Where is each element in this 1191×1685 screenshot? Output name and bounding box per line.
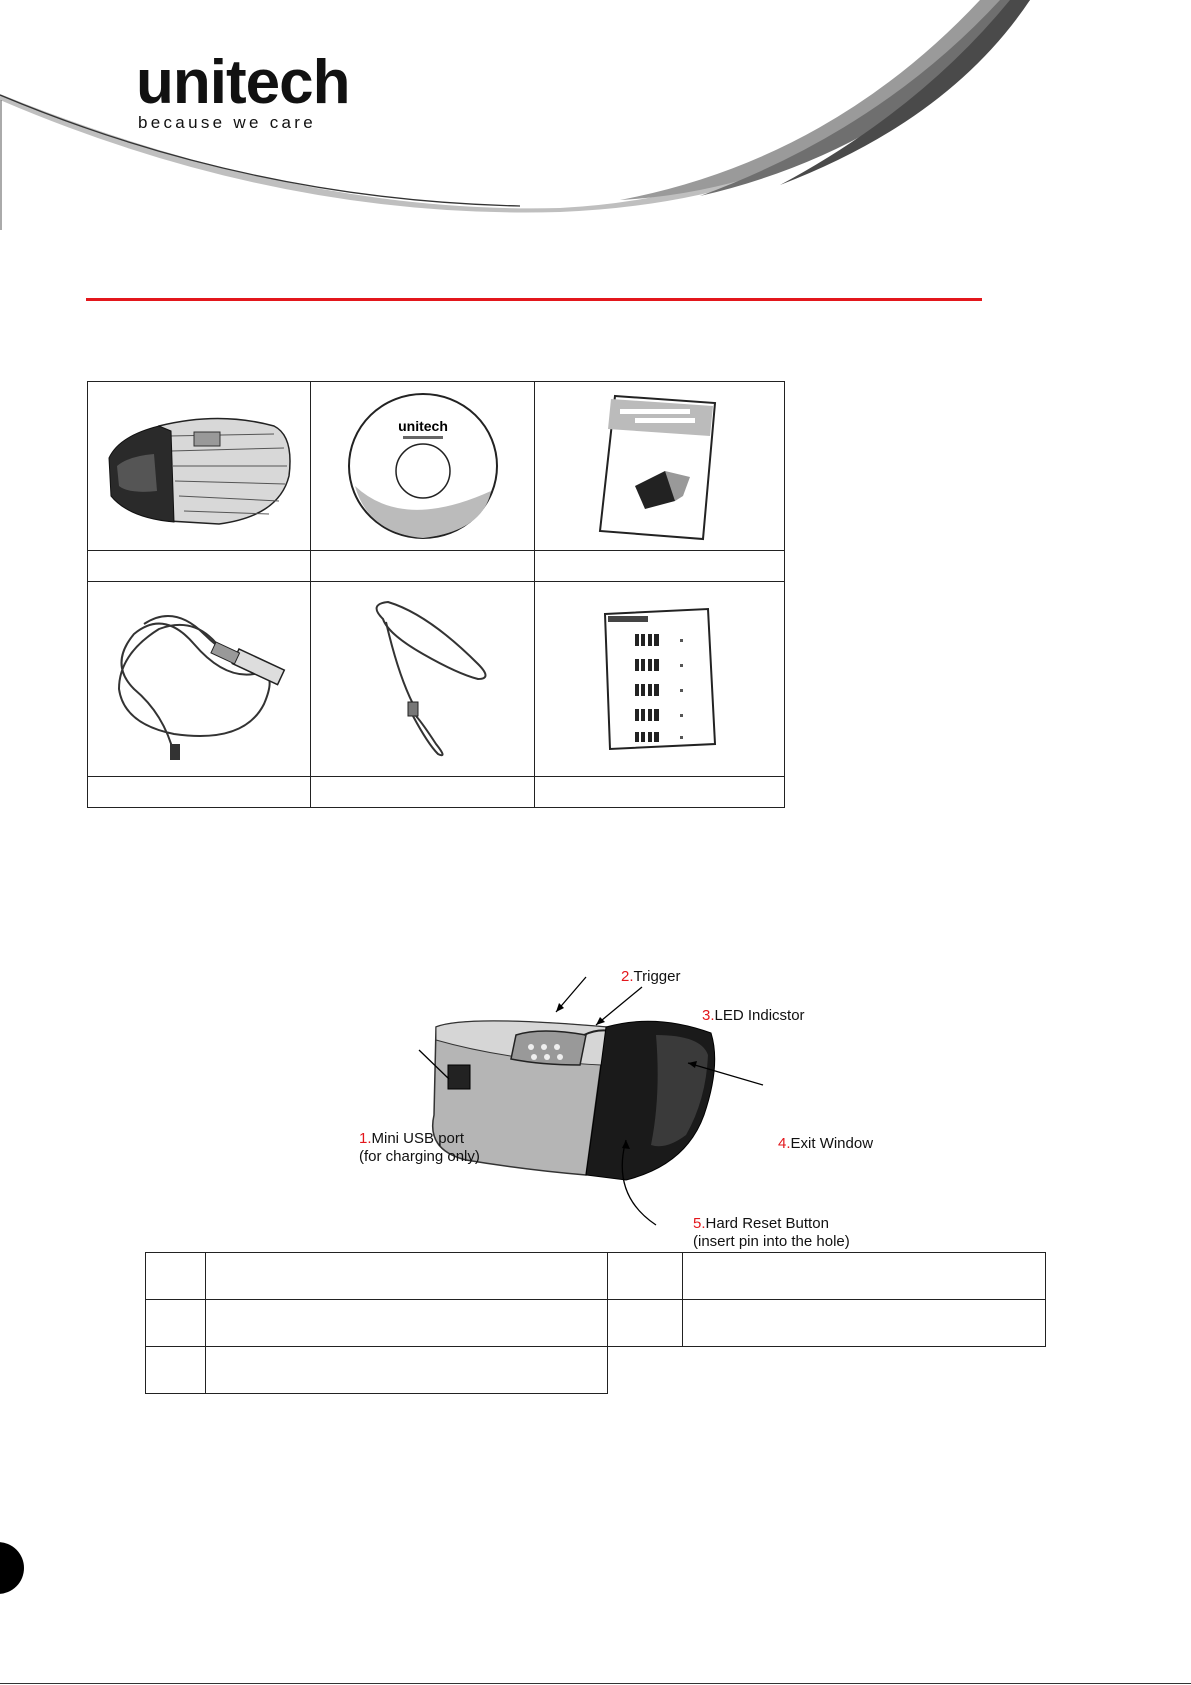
callout-label: Trigger [633, 968, 681, 985]
quick-guide-booklet-icon [595, 391, 725, 541]
legend-description-cell [683, 1300, 1046, 1347]
callout-number: 2. [621, 968, 634, 985]
legend-number-cell [608, 1300, 683, 1347]
barcode-scanner-icon [99, 396, 299, 536]
accessory-cell-scanner [88, 382, 311, 551]
accessory-cell-usb-cable [88, 582, 311, 777]
usb-cable-icon [104, 594, 294, 764]
legend-description-cell [683, 1253, 1046, 1300]
callout-label: Mini USB port [371, 1130, 465, 1147]
callout-led-indicator [702, 1007, 805, 1025]
brand-tagline: because we care [138, 113, 317, 132]
accessory-label-cell [311, 551, 535, 582]
parts-legend-table [145, 1252, 1046, 1394]
section-divider [86, 298, 982, 301]
accessory-cell-quick-guide [535, 382, 785, 551]
callout-sublabel: (insert pin into the hole) [693, 1233, 850, 1250]
svg-text:unitech: unitech [397, 418, 448, 434]
callout-number: 1. [359, 1130, 372, 1147]
accessory-label-cell [535, 551, 785, 582]
accessory-cell-lanyard [311, 582, 535, 777]
callout-sublabel: (for charging only) [359, 1148, 480, 1165]
callout-trigger [621, 968, 680, 986]
legend-description-cell [206, 1253, 608, 1300]
page-number-tab [0, 1542, 24, 1594]
lanyard-strap-icon [348, 594, 498, 764]
accessory-cell-cd [311, 382, 535, 551]
scanner-device-diagram [356, 965, 896, 1255]
callout-hard-reset-button [693, 1215, 850, 1251]
footer-rule [0, 1683, 1191, 1684]
legend-number-cell [146, 1300, 206, 1347]
accessory-label-cell [88, 777, 311, 808]
legend-number-cell [146, 1347, 206, 1394]
callout-number: 5. [693, 1215, 706, 1232]
legend-description-cell [206, 1300, 608, 1347]
package-contents-table [87, 381, 785, 808]
callout-label: Exit Window [790, 1135, 874, 1152]
callout-exit-window [778, 1135, 873, 1153]
callout-number: 4. [778, 1135, 791, 1152]
accessory-label-cell [88, 551, 311, 582]
accessory-label-cell [535, 777, 785, 808]
barcode-sheet-icon [600, 604, 720, 754]
legend-number-cell [608, 1253, 683, 1300]
accessory-label-cell [311, 777, 535, 808]
brand-logo-wordmark: unitech [136, 48, 350, 117]
cd-disc-icon [343, 391, 503, 541]
accessory-cell-barcode-sheet [535, 582, 785, 777]
callout-label: Hard Reset Button [705, 1215, 829, 1232]
callout-label: LED Indicstor [714, 1007, 805, 1024]
legend-description-cell [206, 1347, 608, 1394]
callout-number: 3. [702, 1007, 715, 1024]
callout-mini-usb-port [359, 1130, 480, 1166]
legend-number-cell [146, 1253, 206, 1300]
legend-empty-area [608, 1347, 1046, 1394]
